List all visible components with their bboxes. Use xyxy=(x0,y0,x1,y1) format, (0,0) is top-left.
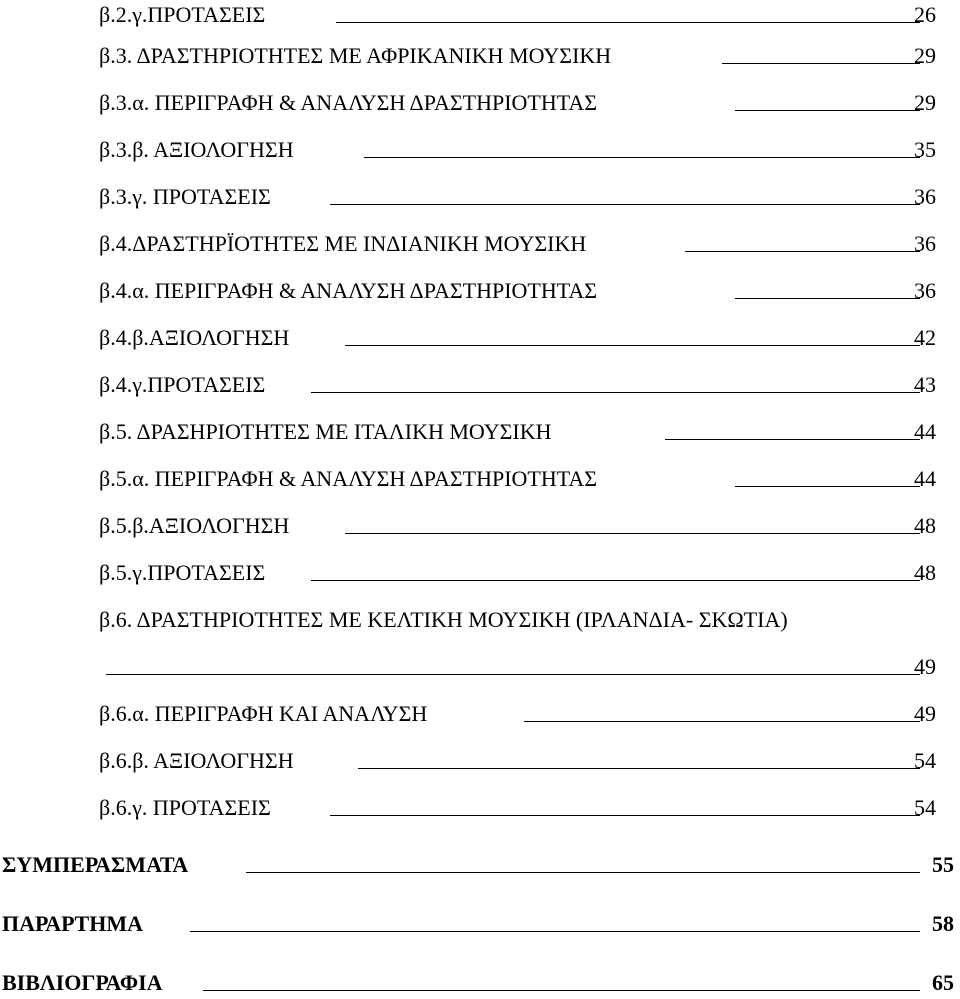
toc-entry-page: 54 xyxy=(914,748,936,773)
toc-entry[interactable] xyxy=(0,323,960,353)
toc-entry-label: β.3.β. ΑΞΙΟΛΟΓΗΣΗ xyxy=(99,137,294,162)
toc-entry[interactable] xyxy=(0,182,960,212)
toc-entry-label: β.6. ΔΡΑΣΤΗΡΙΟΤΗΤΕΣ ΜΕ ΚΕΛΤΙΚΗ ΜΟΥΣΙΚΗ (ΙΡΛΑΝΔΙΑ- ΣΚΩΤΙΑ) xyxy=(99,607,788,632)
toc-entry-page: 44 xyxy=(914,466,936,491)
toc-entry-page: 36 xyxy=(914,278,936,303)
toc-entry[interactable] xyxy=(0,0,960,30)
toc-entry-label: β.3. ΔΡΑΣΤΗΡΙΟΤΗΤΕΣ ΜΕ ΑΦΡΙΚΑΝΙΚΗ ΜΟΥΣΙΚΗ xyxy=(99,43,612,68)
toc-entry-label: ΒΙΒΛΙΟΓΡΑΦΙΑ xyxy=(2,970,163,995)
toc-leader-line xyxy=(735,298,920,299)
toc-entry-label: β.3.γ. ΠΡΟΤΑΣΕΙΣ xyxy=(99,184,271,209)
toc-entry-page: 65 xyxy=(932,970,954,995)
toc-leader-line xyxy=(106,674,920,675)
toc-entry[interactable] xyxy=(0,370,960,400)
toc-entry[interactable] xyxy=(0,135,960,165)
toc-entry-chapter[interactable] xyxy=(0,968,960,998)
toc-entry-page: 44 xyxy=(914,419,936,444)
toc-entry-chapter[interactable] xyxy=(0,850,960,880)
toc-entry-page: 54 xyxy=(914,795,936,820)
toc-entry-continuation[interactable] xyxy=(0,652,960,682)
toc-entry[interactable] xyxy=(0,41,960,71)
toc-entry-label: β.6.γ. ΠΡΟΤΑΣΕΙΣ xyxy=(99,795,271,820)
toc-entry-label: β.4.γ.ΠΡΟΤΑΣΕΙΣ xyxy=(99,372,266,397)
toc-entry-page: 58 xyxy=(932,911,954,936)
toc-leader-line xyxy=(190,931,920,932)
toc-entry-page: 36 xyxy=(914,231,936,256)
toc-entry-label: β.5.α. ΠΕΡΙΓΡΑΦΗ & ΑΝΑΛΥΣΗ ΔΡΑΣΤΗΡΙΟΤΗΤΑΣ xyxy=(99,466,598,491)
toc-entry-label: β.6.α. ΠΕΡΙΓΡΑΦΗ ΚΑΙ ΑΝΑΛΥΣΗ xyxy=(99,701,428,726)
toc-leader-line xyxy=(345,533,920,534)
toc-entry-page: 36 xyxy=(914,184,936,209)
toc-leader-line xyxy=(735,110,920,111)
toc-leader-line xyxy=(203,990,920,991)
toc-entry-label: β.4.α. ΠΕΡΙΓΡΑΦΗ & ΑΝΑΛΥΣΗ ΔΡΑΣΤΗΡΙΟΤΗΤΑΣ xyxy=(99,278,598,303)
toc-entry[interactable] xyxy=(0,699,960,729)
toc-entry[interactable] xyxy=(0,511,960,541)
toc-entry-label: β.3.α. ΠΕΡΙΓΡΑΦΗ & ΑΝΑΛΥΣΗ ΔΡΑΣΤΗΡΙΟΤΗΤΑΣ xyxy=(99,90,598,115)
toc-leader-line xyxy=(330,204,920,205)
toc-entry-label: ΠΑΡΑΡΤΗΜΑ xyxy=(2,911,143,936)
toc-leader-line xyxy=(358,768,920,769)
toc-entry-page: 42 xyxy=(914,325,936,350)
toc-entry-label: β.4.β.ΑΞΙΟΛΟΓΗΣΗ xyxy=(99,325,290,350)
toc-entry[interactable] xyxy=(0,464,960,494)
toc-entry[interactable] xyxy=(0,88,960,118)
toc-entry[interactable] xyxy=(0,417,960,447)
toc-entry[interactable] xyxy=(0,746,960,776)
toc-leader-line xyxy=(330,815,920,816)
toc-leader-line xyxy=(735,486,920,487)
toc-leader-line xyxy=(345,345,920,346)
toc-entry-label: β.4.ΔΡΑΣΤΗΡΪΟΤΗΤΕΣ ΜΕ ΙΝΔΙΑΝΙΚΗ ΜΟΥΣΙΚΗ xyxy=(99,231,587,256)
toc-leader-line xyxy=(722,63,920,64)
toc-entry-page: 48 xyxy=(914,560,936,585)
toc-leader-line xyxy=(364,157,920,158)
toc-entry-label: ΣΥΜΠΕΡΑΣΜΑΤΑ xyxy=(2,852,189,877)
toc-entry-page: 49 xyxy=(914,654,936,679)
toc-entry[interactable] xyxy=(0,605,960,635)
toc-entry-page: 48 xyxy=(914,513,936,538)
toc-entry-page: 55 xyxy=(932,852,954,877)
toc-entry-label: β.2.γ.ΠΡΟΤΑΣΕΙΣ xyxy=(99,2,266,27)
toc-entry-label: β.6.β. ΑΞΙΟΛΟΓΗΣΗ xyxy=(99,748,294,773)
toc-entry[interactable] xyxy=(0,229,960,259)
toc-entry[interactable] xyxy=(0,558,960,588)
toc-entry-page: 26 xyxy=(914,2,936,27)
toc-entry-label: β.5.β.ΑΞΙΟΛΟΓΗΣΗ xyxy=(99,513,290,538)
toc-leader-line xyxy=(665,439,920,440)
toc-leader-line xyxy=(524,721,920,722)
toc-entry-page: 29 xyxy=(914,90,936,115)
toc-entry[interactable] xyxy=(0,793,960,823)
toc-entry-page: 43 xyxy=(914,372,936,397)
toc-entry-label: β.5.γ.ΠΡΟΤΑΣΕΙΣ xyxy=(99,560,266,585)
toc-entry[interactable] xyxy=(0,276,960,306)
toc-entry-page: 35 xyxy=(914,137,936,162)
toc-leader-line xyxy=(311,580,920,581)
toc-leader-line xyxy=(685,251,920,252)
toc-leader-line xyxy=(246,872,920,873)
toc-entry-page: 49 xyxy=(914,701,936,726)
toc-entry-page: 29 xyxy=(914,43,936,68)
toc-leader-line xyxy=(336,22,920,23)
toc-entry-label: β.5. ΔΡΑΣΗΡΙΟΤΗΤΕΣ ΜΕ ΙΤΑΛΙΚΗ ΜΟΥΣΙΚΗ xyxy=(99,419,552,444)
toc-leader-line xyxy=(311,392,920,393)
toc-entry-chapter[interactable] xyxy=(0,909,960,939)
